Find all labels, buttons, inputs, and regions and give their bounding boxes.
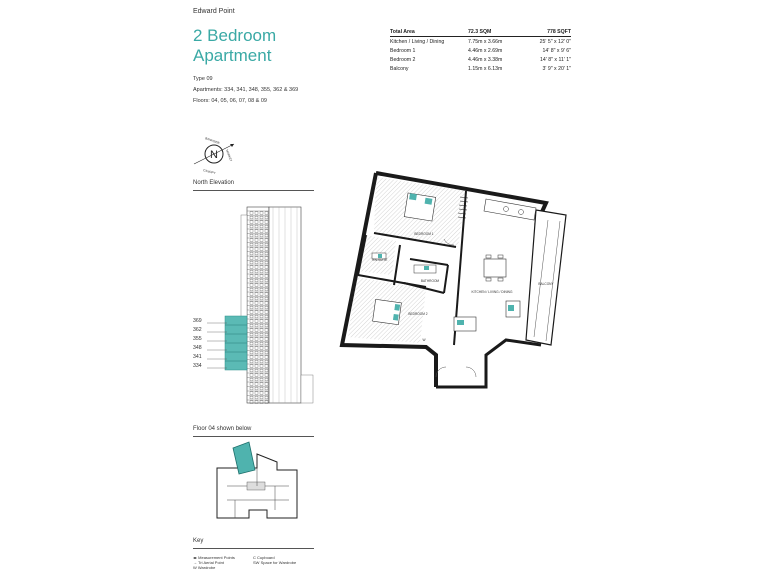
balcony-outline (526, 210, 566, 345)
room-name: Kitchen / Living / Dining (390, 38, 445, 45)
total-area-sqm: 72.3 SQM (468, 29, 492, 35)
room-name: Bedroom 1 (390, 47, 416, 54)
room-name: Bedroom 2 (390, 56, 416, 63)
title-line-1: 2 Bedroom (193, 26, 277, 45)
compass-letter: N (210, 149, 218, 161)
total-area-sqft: 778 SQFT (547, 29, 571, 35)
room-label-bathroom: BATHROOM (420, 279, 440, 283)
kitchen-counter (484, 199, 536, 220)
label-leaders (207, 323, 227, 368)
room-label-kitchen: KITCHEN / LIVING / DINING (471, 290, 513, 294)
key-item: Measurement Points (198, 555, 235, 560)
north-elevation-drawing (193, 195, 318, 410)
table-row (390, 55, 571, 64)
apartment-number: 355 (193, 336, 202, 342)
key-item: Space for Wardrobe (260, 560, 297, 565)
apartment-number: 348 (193, 345, 202, 351)
compass-ring-bottom: CANOPY (202, 168, 217, 176)
table-row (390, 37, 571, 46)
elevation-label: North Elevation (193, 180, 235, 186)
key-item: Tri Aerial Point (198, 560, 224, 565)
room-label-cupboard: W (422, 338, 426, 342)
dining-table (484, 259, 506, 277)
room-metric: 4.46m x 3.38m (468, 56, 503, 63)
divider (193, 436, 314, 437)
room-imperial: 14' 8" x 9' 6" (542, 47, 571, 54)
total-area-label: Total Area (390, 29, 415, 35)
aerial-point-symbol: → (193, 560, 197, 565)
compass-ring-right: MARKET (225, 148, 234, 163)
bed-1 (404, 193, 435, 221)
room-name: Balcony (390, 65, 409, 72)
wardrobe-space-symbol: SW (253, 560, 260, 565)
compass-icon (190, 130, 238, 178)
key-item: Cupboard (257, 555, 275, 560)
room-imperial: 25' 5" x 12' 0" (539, 38, 571, 45)
title-line-2: Apartment (193, 46, 272, 65)
room-imperial: 3' 9" x 20' 1" (542, 65, 571, 72)
compass-ring-top: BANKSIDE (204, 136, 221, 146)
room-metric: 1.15m x 6.13m (468, 65, 503, 72)
apartment-number: 341 (193, 354, 202, 360)
room-imperial: 14' 8" x 11' 1" (540, 56, 571, 63)
page-title (193, 26, 323, 66)
brand-name: Edward Point (193, 8, 235, 15)
bed-2 (373, 299, 402, 324)
apartment-number: 334 (193, 363, 202, 369)
measurement-points-symbol: ◂▸ (193, 555, 198, 560)
area-table-header (390, 28, 571, 37)
room-label-bedroom2: BEDROOM 2 (408, 312, 428, 316)
room-label-bedroom1: BEDROOM 1 (414, 232, 434, 236)
room-metric: 4.46m x 2.69m (468, 47, 503, 54)
floors-label: Floors: 04, 05, 06, 07, 08 & 09 (193, 98, 267, 104)
key-legend (193, 555, 313, 570)
apartment-number: 362 (193, 327, 202, 333)
apartment-number: 369 (193, 318, 202, 324)
area-table (390, 28, 571, 73)
divider (193, 190, 314, 191)
type-label: Type 09 (193, 76, 213, 82)
room-label-ensuite: EN-SUITE (372, 258, 388, 262)
table-row (390, 64, 571, 73)
apartment-floor-plan (336, 165, 586, 395)
key-label: Key (193, 538, 204, 544)
divider (193, 548, 314, 549)
table-row (390, 46, 571, 55)
wardrobe-symbol: W (193, 565, 197, 570)
room-label-balcony: BALCONY (538, 282, 554, 286)
room-metric: 7.75m x 3.66m (468, 38, 503, 45)
floor-key-plan (205, 440, 305, 522)
cupboard-symbol: C (253, 555, 256, 560)
apartments-label: Apartments: 334, 341, 348, 355, 362 & 369 (193, 87, 299, 93)
floor-section-label: Floor 04 shown below (193, 426, 252, 432)
key-item: Wardrobe (197, 565, 216, 570)
